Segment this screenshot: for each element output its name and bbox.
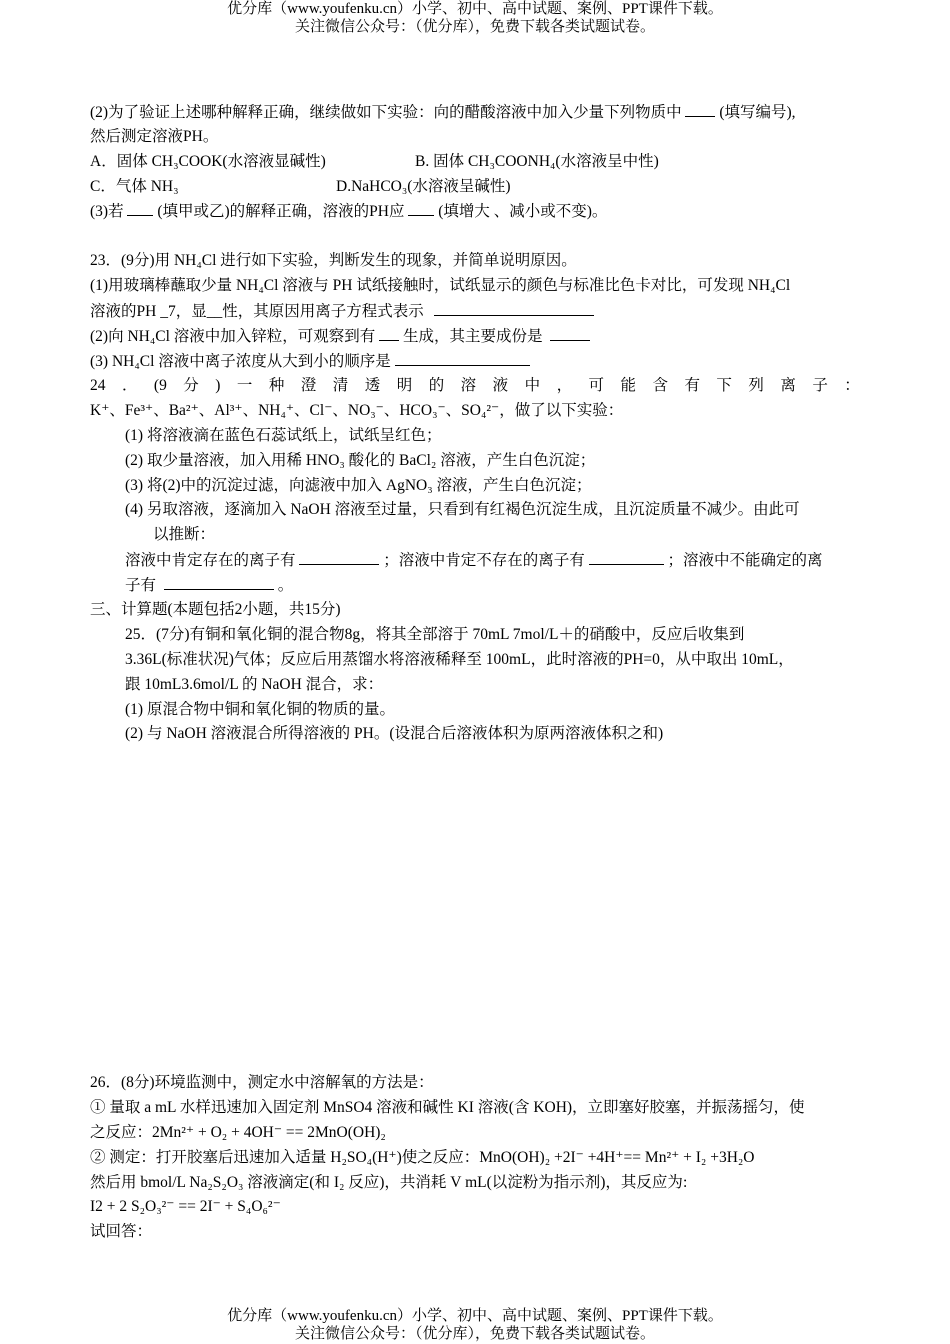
q22-answer-blank-3[interactable] xyxy=(408,201,434,216)
q24-title-token: 下 xyxy=(716,377,732,394)
q22-part2-text-a: (2)为了验证上述哪种解释正确，继续做如下实验：向的醋酸溶液中加入少量下列物质中 xyxy=(90,104,682,121)
q26-equation: I2 + 2 S₂O₃²⁻ == 2I⁻ + S₄O₆²⁻ xyxy=(90,1198,281,1215)
q22-answer-blank-2[interactable] xyxy=(127,201,153,216)
q24-conclusion-line2 xyxy=(125,575,905,596)
q25-line3: 跟 10mL3.6mol/L 的 NaOH 混合，求： xyxy=(125,676,384,693)
q24-conclusion-text-1: 溶液中肯定存在的离子有 xyxy=(125,552,296,569)
q22-part3-text-b: (填甲或乙)的解释正确，溶液的PH应 xyxy=(157,203,405,220)
q22-options-ab xyxy=(90,152,870,172)
q23-part2 xyxy=(90,326,870,347)
q22-options-cd xyxy=(90,177,870,197)
q24-title-token: 澄 xyxy=(300,377,317,394)
page-header-line1: 优分库（www.youfenku.cn）小学、初中、高中试题、案例、PPT课件下载。 xyxy=(227,1,723,17)
q24-title-token: 子 xyxy=(812,377,828,394)
q23-part2-text-a: (2)向 NH₄Cl 溶液中加入锌粒，可观察到有 xyxy=(90,328,376,345)
q24-step3: (3) 将(2)中的沉淀过滤，向滤液中加入 AgNO₃ 溶液，产生白色沉淀； xyxy=(125,477,592,494)
q24-title-token: 的 xyxy=(428,377,445,394)
q22-part3-text-a: (3)若 xyxy=(90,203,124,220)
q24-title-token: 透 xyxy=(364,377,381,394)
q26-method1-line1: ① 量取 a mL 水样迅速加入固定剂 MnSO4 溶液和碱性 KI 溶液(含 KOH)，立即塞好胶塞，并振荡摇匀，使 xyxy=(90,1099,805,1116)
q25-ask2: (2) 与 NaOH 溶液混合所得溶液的 PH。(设混合后溶液体积为原两溶液体积之和) xyxy=(125,725,664,742)
q25-line1: 25．(7分)有铜和氧化铜的混合物8g，将其全部溶于 70mL 7mol/L＋的硝酸中，反应后收集到 xyxy=(125,626,745,643)
q24-title-token: 能 xyxy=(620,377,637,394)
q24-title-token: ． xyxy=(121,377,138,394)
q24-title-token: 有 xyxy=(684,377,700,394)
q24-title-token: 列 xyxy=(748,377,764,394)
q25-line2: 3.36L(标准状况)气体；反应后用蒸馏水将溶液稀释至 100mL，此时溶液的PH=0，从中取出 10mL， xyxy=(125,651,794,668)
q23-title: 23．(9分)用 NH₄Cl 进行如下实验，判断发生的现象，并简单说明原因。 xyxy=(90,252,577,269)
q22-option-c: C．气体 NH₃ xyxy=(90,178,179,195)
q23-answer-blank-4[interactable] xyxy=(395,351,530,366)
q22-part3 xyxy=(90,201,870,222)
q22-option-a: A．固体 CH₃COOK(水溶液显碱性) xyxy=(90,153,326,170)
q23-answer-blank-3[interactable] xyxy=(550,326,590,341)
q23-part1-line1: (1)用玻璃棒蘸取少量 NH₄Cl 溶液与 PH 试纸接触时，试纸显示的颜色与标准比色卡对比，可发现 NH₄Cl xyxy=(90,277,791,294)
q24-title-token: 含 xyxy=(652,377,668,394)
q24-title-token: 分 xyxy=(183,377,199,394)
q24-title-token: (9 xyxy=(153,377,167,394)
q22-answer-blank-1[interactable] xyxy=(685,102,715,117)
q24-step1: (1) 将溶液滴在蓝色石蕊试纸上，试纸呈红色； xyxy=(125,427,442,444)
q24-ions: K⁺、Fe³⁺、Ba²⁺、Al³⁺、NH₄⁺、Cl⁻、NO₃⁻、HCO₃⁻、SO₄²⁻，做了以下实验： xyxy=(90,402,624,419)
q23-part3-text: (3) NH₄Cl 溶液中离子浓度从大到小的顺序是 xyxy=(90,353,391,370)
q24-title xyxy=(90,376,860,396)
q24-step2: (2) 取少量溶液，加入用稀 HNO₃ 酸化的 BaCl₂ 溶液，产生白色沉淀； xyxy=(125,452,596,469)
page-footer-line2: 关注微信公众号：（优分库），免费下载各类试题试卷。 xyxy=(294,1326,655,1342)
q23-part1-text: 溶液的PH _7，显__性，其原因用离子方程式表示 xyxy=(90,303,424,320)
q24-title-token: 离 xyxy=(780,377,796,394)
q24-title-token: ) xyxy=(215,377,221,394)
q22-part2-line2: 然后测定溶液PH。 xyxy=(90,128,219,145)
q24-title-token: 可 xyxy=(588,377,605,394)
q24-title-token: 溶 xyxy=(460,377,477,394)
q24-answer-blank-2[interactable] xyxy=(589,550,664,565)
q22-part2-text-b: (填写编号), xyxy=(719,104,796,121)
q24-title-token: 一 xyxy=(236,377,253,394)
q24-title-token: 清 xyxy=(332,377,349,394)
q26-method3: 然后用 bmol/L Na₂S₂O₃ 溶液滴定(和 I₂ 反应)，共消耗 V mL(以淀粉为指示剂)，其反应为: xyxy=(90,1174,688,1191)
q26-prompt: 试回答： xyxy=(90,1223,153,1240)
page-footer-line1: 优分库（www.youfenku.cn）小学、初中、高中试题、案例、PPT课件下载。 xyxy=(227,1308,723,1324)
q23-answer-blank-2[interactable] xyxy=(379,326,399,341)
q24-title-token: 种 xyxy=(268,377,285,394)
q22-option-d: D.NaHCO₃(水溶液呈碱性) xyxy=(336,178,511,195)
q24-title-token: ： xyxy=(844,377,860,394)
q24-answer-blank-1[interactable] xyxy=(299,550,379,565)
q24-title-token: 液 xyxy=(492,377,509,394)
q23-part3 xyxy=(90,351,870,372)
q25-ask1: (1) 原混合物中铜和氧化铜的物质的量。 xyxy=(125,701,395,718)
q24-title-token: 明 xyxy=(396,377,413,394)
q23-answer-blank-1[interactable] xyxy=(434,301,594,316)
q24-conclusion-text-2: ；溶液中肯定不存在的离子有 xyxy=(383,552,585,569)
q24-conclusion-text-5: 。 xyxy=(277,577,294,594)
q26-method2: ② 测定：打开胶塞后迅速加入适量 H₂SO₄(H⁺)使之反应：MnO(OH)₂ +2I⁻ +4H⁺== Mn²⁺ + I₂ +3H₂O xyxy=(90,1149,755,1166)
q24-step4-line1: (4) 另取溶液，逐滴加入 NaOH 溶液至过量，只看到有红褐色沉淀生成，且沉淀质量不减少。由此可 xyxy=(125,501,800,518)
page-header-line2: 关注微信公众号：（优分库），免费下载各类试题试卷。 xyxy=(294,19,655,35)
section3-title: 三、计算题(本题包括2小题，共15分) xyxy=(90,601,341,618)
q26-method1-line2: 之反应：2Mn²⁺ + O₂ + 4OH⁻ == 2MnO(OH)₂ xyxy=(90,1124,386,1141)
q24-answer-blank-3[interactable] xyxy=(164,575,274,590)
q24-title-token: 中 xyxy=(524,377,541,394)
q22-option-b: B. 固体 CH₃COONH₄(水溶液呈中性) xyxy=(415,153,659,170)
q24-step4-line2: 以推断： xyxy=(153,526,216,543)
q22-part2-line1 xyxy=(90,102,870,123)
q26-title: 26．(8分)环境监测中，测定水中溶解氧的方法是： xyxy=(90,1074,434,1091)
q24-conclusion-text-4: 子有 xyxy=(125,577,157,594)
q23-part2-text-b: 生成，其主要成份是 xyxy=(403,328,543,345)
q22-part3-text-c: (填增大 、减小或不变)。 xyxy=(438,203,608,220)
q23-part1-line2 xyxy=(90,301,870,322)
q24-conclusion-line1 xyxy=(125,550,905,571)
q24-title-token: 24 xyxy=(90,377,106,394)
q24-title-token: ， xyxy=(556,377,573,394)
q24-conclusion-text-3: ；溶液中不能确定的离 xyxy=(667,552,823,569)
